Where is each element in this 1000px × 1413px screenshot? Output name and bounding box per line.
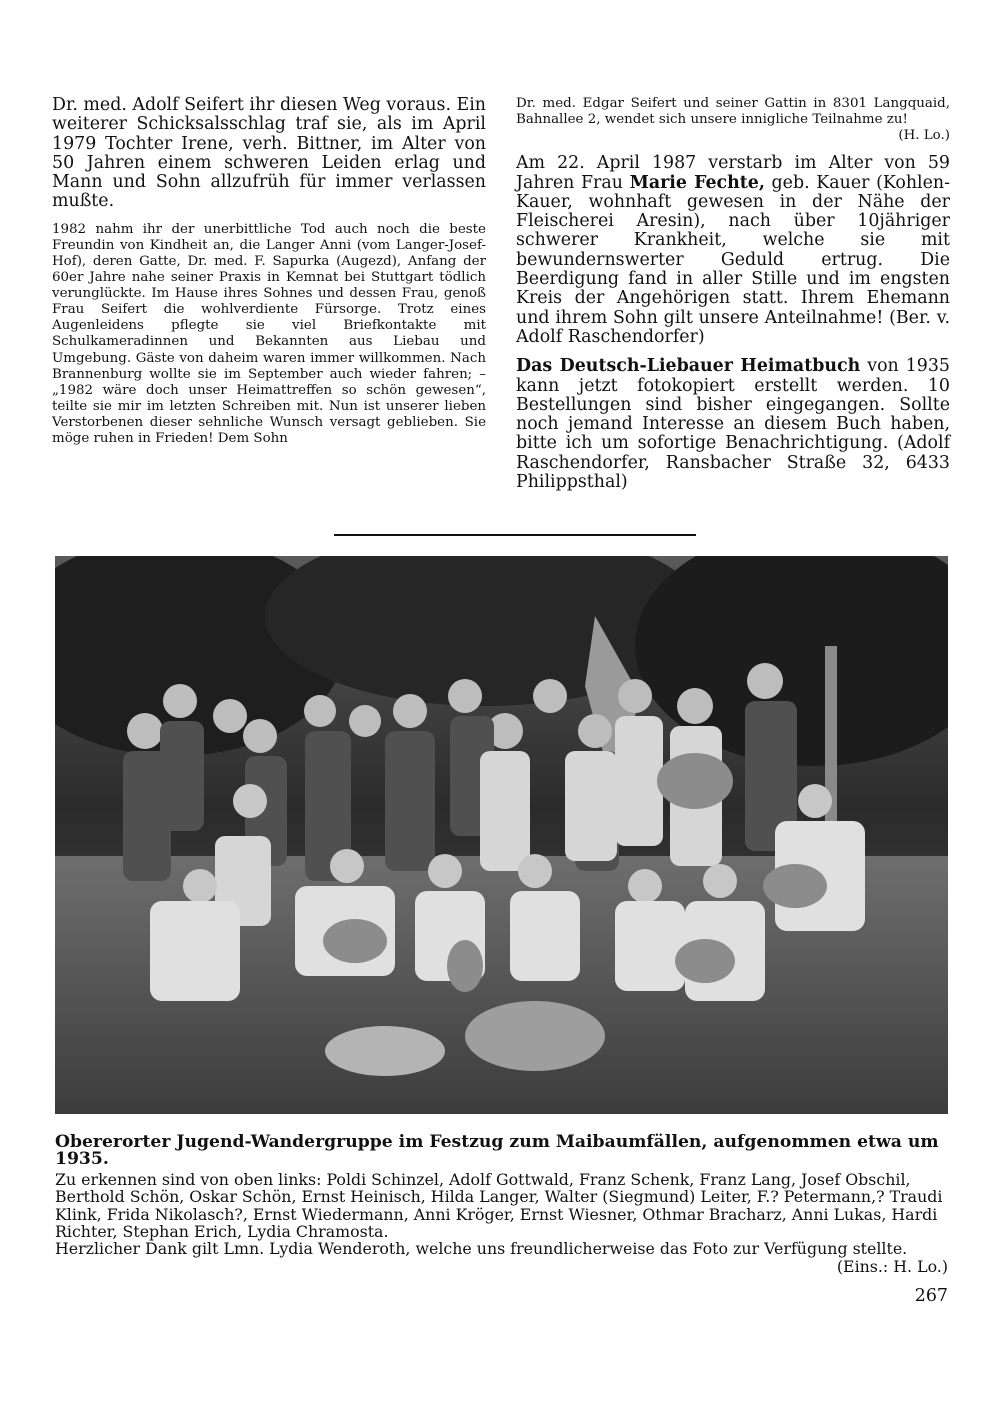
caption-names: Zu erkennen sind von oben links: Poldi Schinzel, Adolf Gottwald, Franz Schenk, Franz Lang, Josef Obschil, Berthold Schön, Oskar Schön, Ernst Heinisch, Hilda Langer, Walter (Siegmund) Leiter, F.? Petermann,? Traudi Klink, Frida Nikolasch?, Ernst Wiedermann, Anni Kröger, Ernst Wiesner, Othmar Bracharz, Anni Lukas, Hardi Richter, Stephan Erich, Lydia Chramosta. — [55, 1169, 943, 1242]
right-continuation-signature-row — [516, 128, 950, 144]
caption-title: Obererorter Jugend-Wandergruppe im Festzug zum Maibaumfällen, aufgenommen etwa um 1935. — [55, 1132, 939, 1170]
obituary-paragraph — [516, 154, 950, 347]
group-photo — [55, 556, 948, 1114]
heimatbuch-text: von 1935 kann jetzt fotokopiert erstellt werden. 10 Bestellungen sind bisher eingegangen. Sollte noch jemand Interesse an diesem Buch haben, bitte ich um sofortige Benachrichtigung. (Adolf Raschendorfer, Ransbacher Straße 32, 6433 Philippsthal) — [516, 356, 950, 493]
section-divider — [334, 534, 696, 536]
page-number: 267 — [914, 1286, 948, 1306]
caption-thanks: Herzlicher Dank gilt Lmn. Lydia Wenderoth, welche uns freundlicherweise das Foto zur Verfügung stellte. — [55, 1239, 908, 1259]
caption-credit: (Eins.: H. Lo.) — [836, 1256, 948, 1276]
obituary-intro: Am 22. April 1987 verstarb im Alter von 59 Jahren Frau — [516, 153, 950, 193]
obituary-name: Marie Fechte, — [629, 172, 765, 193]
photo-caption — [55, 1134, 948, 1275]
left-column — [52, 96, 486, 447]
right-continuation-signature: (H. Lo.) — [898, 128, 950, 144]
obituary-text: geb. Kauer (Kohlen-Kauer, wohnhaft gewesen in der Nähe der Fleischerei Aresin), nach über 10jähriger schwerer Krankheit, welche sie mit bewundernswerter Geduld ertrug. Die Beerdigung fand in aller Stille und im engsten Kreis der Angehörigen statt. Ihrem Ehemann und ihrem Sohn gilt unsere Anteilnahme! (Ber. v. Adolf Raschendorfer) — [516, 172, 950, 347]
group-photo-illustration — [55, 556, 948, 1114]
left-paragraph-2: 1982 nahm ihr der unerbittliche Tod auch noch die beste Freundin von Kindheit an, die Langer Anni (vom Langer-Josef-Hof), deren Gatte, Dr. med. F. Sapurka (Augezd), Anfang der 60er Jahre nahe seiner Praxis in Kemnat bei Stuttgart tödlich verunglückte. Im Hause ihres Sohnes und dessen Frau, genoß Frau Seifert die wohlverdiente Fürsorge. Trotz eines Augenleidens pflegte sie viel Briefkontakte mit Schulkameradinnen und Bekannten aus Liebau und Umgebung. Gäste von daheim waren immer willkommen. Nach Brannenburg wollte sie im September auch wieder fahren; – „1982 wäre doch unser Heimattreffen so schön gewesen“, teilte sie mir im letzten Schreiben mit. Nun ist unserer lieben Verstorbenen dieser sehnliche Wunsch versagt geblieben. Sie möge ruhen in Frieden! Dem Sohn — [52, 221, 486, 446]
right-continuation-paragraph: Dr. med. Edgar Seifert und seiner Gattin in 8301 Langquaid, Bahnallee 2, wendet sich unsere innigliche Teilnahme zu! — [516, 96, 950, 128]
right-column — [516, 96, 950, 492]
heimatbuch-title: Das Deutsch-Liebauer Heimatbuch — [516, 356, 861, 377]
left-paragraph-1: Dr. med. Adolf Seifert ihr diesen Weg voraus. Ein weiterer Schicksalsschlag traf sie, als im April 1979 Tochter Irene, verh. Bittner, im Alter von 50 Jahren einem schweren Leiden erlag und Mann und Sohn allzufrüh für immer verlassen mußte. — [52, 95, 486, 212]
heimatbuch-paragraph — [516, 357, 950, 492]
